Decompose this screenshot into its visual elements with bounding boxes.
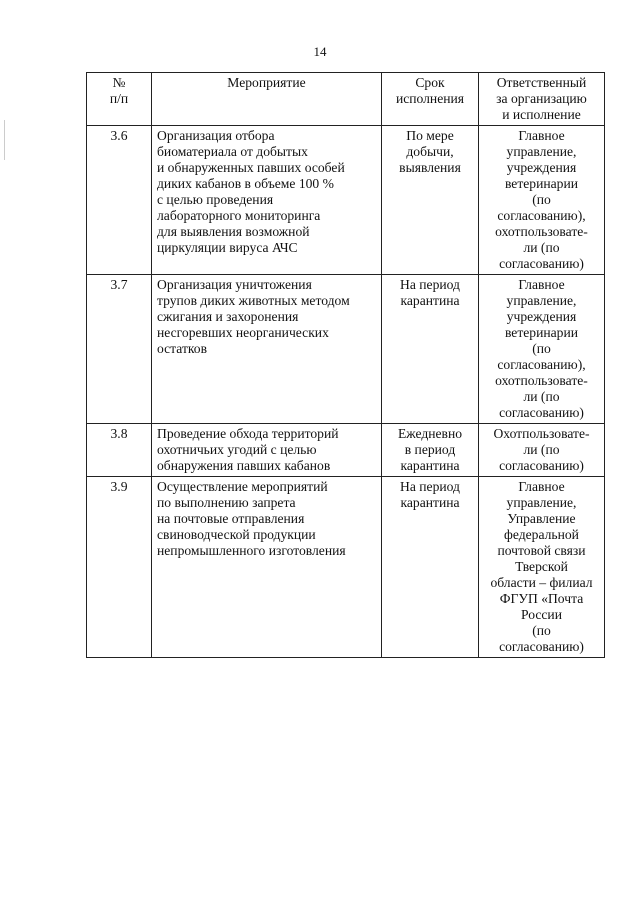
table-row xyxy=(87,424,605,477)
scan-margin-mark xyxy=(4,120,5,160)
row-responsible-line: управление, xyxy=(506,144,577,159)
header-measure-line: Мероприятие xyxy=(227,75,306,90)
row-number: 3.7 xyxy=(87,275,152,424)
row-responsible-line: (по xyxy=(532,623,551,638)
row-deadline xyxy=(382,477,479,658)
row-responsible-line: Главное xyxy=(518,277,565,292)
row-number: 3.9 xyxy=(87,477,152,658)
header-number-line: п/п xyxy=(109,91,129,106)
row-measure-line: трупов диких животных методом xyxy=(157,293,350,308)
header-responsible-line: Ответственный xyxy=(496,75,587,90)
row-measure-line: на почтовые отправления xyxy=(157,511,305,526)
row-measure xyxy=(152,126,382,275)
table-row xyxy=(87,477,605,658)
row-deadline-line: карантина xyxy=(400,293,460,308)
row-measure-line: остатков xyxy=(157,341,208,356)
row-responsible-line: ли (по xyxy=(523,240,560,255)
row-deadline-line: По мере xyxy=(406,128,454,143)
row-number: 3.8 xyxy=(87,424,152,477)
row-measure-line: по выполнению запрета xyxy=(157,495,296,510)
row-responsible-line: ли (по xyxy=(523,389,560,404)
row-measure xyxy=(152,477,382,658)
header-deadline-line: Срок xyxy=(415,75,445,90)
header-responsible-line: и исполнение xyxy=(502,107,581,122)
row-responsible-line: ли (по xyxy=(523,442,560,457)
row-responsible-line: федеральной xyxy=(504,527,579,542)
row-responsible-line: России xyxy=(521,607,562,622)
row-measure-line: с целью проведения xyxy=(157,192,274,207)
row-measure-line: охотничьих угодий с целью xyxy=(157,442,317,457)
row-responsible xyxy=(479,477,605,658)
header-deadline xyxy=(382,73,479,126)
row-number: 3.6 xyxy=(87,126,152,275)
header-number xyxy=(87,73,152,126)
row-responsible-line: согласованию) xyxy=(499,639,584,654)
row-responsible xyxy=(479,126,605,275)
row-responsible-line: (по xyxy=(532,192,551,207)
row-responsible-line: охотпользовате- xyxy=(495,224,588,239)
row-responsible-line: согласованию), xyxy=(497,208,586,223)
row-responsible xyxy=(479,424,605,477)
row-measure-line: для выявления возможной xyxy=(157,224,310,239)
row-responsible-line: ветеринарии xyxy=(504,176,579,191)
row-deadline-line: Ежедневно xyxy=(397,426,463,441)
header-deadline-line: исполнения xyxy=(395,91,465,106)
header-number-line: № xyxy=(112,75,126,90)
row-measure-line: Организация отбора xyxy=(157,128,275,143)
row-deadline-line: добычи, xyxy=(406,144,454,159)
row-measure-line: лабораторного мониторинга xyxy=(157,208,321,223)
row-responsible-line: согласованию) xyxy=(499,405,584,420)
header-measure xyxy=(152,73,382,126)
measures-table xyxy=(86,72,605,658)
row-responsible-line: ветеринарии xyxy=(504,325,579,340)
row-deadline-line: На период xyxy=(400,277,460,292)
row-deadline-line: карантина xyxy=(400,495,460,510)
row-measure-line: и обнаруженных павших особей xyxy=(157,160,345,175)
row-responsible-line: согласованию) xyxy=(499,256,584,271)
row-deadline-line: На период xyxy=(400,479,460,494)
table-header-row xyxy=(87,73,605,126)
row-measure-line: непромышленного изготовления xyxy=(157,543,346,558)
row-measure-line: обнаружения павших кабанов xyxy=(157,458,331,473)
table-row xyxy=(87,275,605,424)
table-row xyxy=(87,126,605,275)
header-responsible xyxy=(479,73,605,126)
row-deadline xyxy=(382,424,479,477)
row-measure-line: Проведение обхода территорий xyxy=(157,426,339,441)
row-measure-line: биоматериала от добытых xyxy=(157,144,308,159)
row-deadline-line: в период xyxy=(404,442,456,457)
row-deadline xyxy=(382,275,479,424)
row-responsible-line: Охотпользовате- xyxy=(493,426,590,441)
row-measure-line: свиноводческой продукции xyxy=(157,527,316,542)
row-responsible-line: учреждения xyxy=(506,160,577,175)
row-measure-line: Осуществление мероприятий xyxy=(157,479,328,494)
row-measure-line: циркуляции вируса АЧС xyxy=(157,240,298,255)
row-deadline xyxy=(382,126,479,275)
row-responsible-line: охотпользовате- xyxy=(495,373,588,388)
row-responsible-line: Тверской xyxy=(515,559,568,574)
row-measure xyxy=(152,424,382,477)
row-responsible-line: учреждения xyxy=(506,309,577,324)
row-measure xyxy=(152,275,382,424)
row-responsible-line: согласованию), xyxy=(497,357,586,372)
row-responsible-line: (по xyxy=(532,341,551,356)
row-responsible-line: области – филиал xyxy=(490,575,593,590)
row-responsible-line: управление, xyxy=(506,495,577,510)
row-deadline-line: карантина xyxy=(400,458,460,473)
row-measure-line: диких кабанов в объеме 100 % xyxy=(157,176,334,191)
header-responsible-line: за организацию xyxy=(496,91,587,106)
row-responsible-line: Главное xyxy=(518,479,565,494)
row-responsible-line: Главное xyxy=(518,128,565,143)
row-responsible-line: Управление xyxy=(507,511,576,526)
row-measure-line: Организация уничтожения xyxy=(157,277,312,292)
row-measure-line: несгоревших неорганических xyxy=(157,325,329,340)
row-measure-line: сжигания и захоронения xyxy=(157,309,299,324)
row-responsible-line: согласованию) xyxy=(499,458,584,473)
row-responsible-line: почтовой связи xyxy=(497,543,586,558)
row-deadline-line: выявления xyxy=(399,160,461,175)
row-responsible-line: ФГУП «Почта xyxy=(499,591,584,606)
table-body xyxy=(87,126,605,658)
row-responsible xyxy=(479,275,605,424)
row-responsible-line: управление, xyxy=(506,293,577,308)
page-number: 14 xyxy=(313,44,327,59)
